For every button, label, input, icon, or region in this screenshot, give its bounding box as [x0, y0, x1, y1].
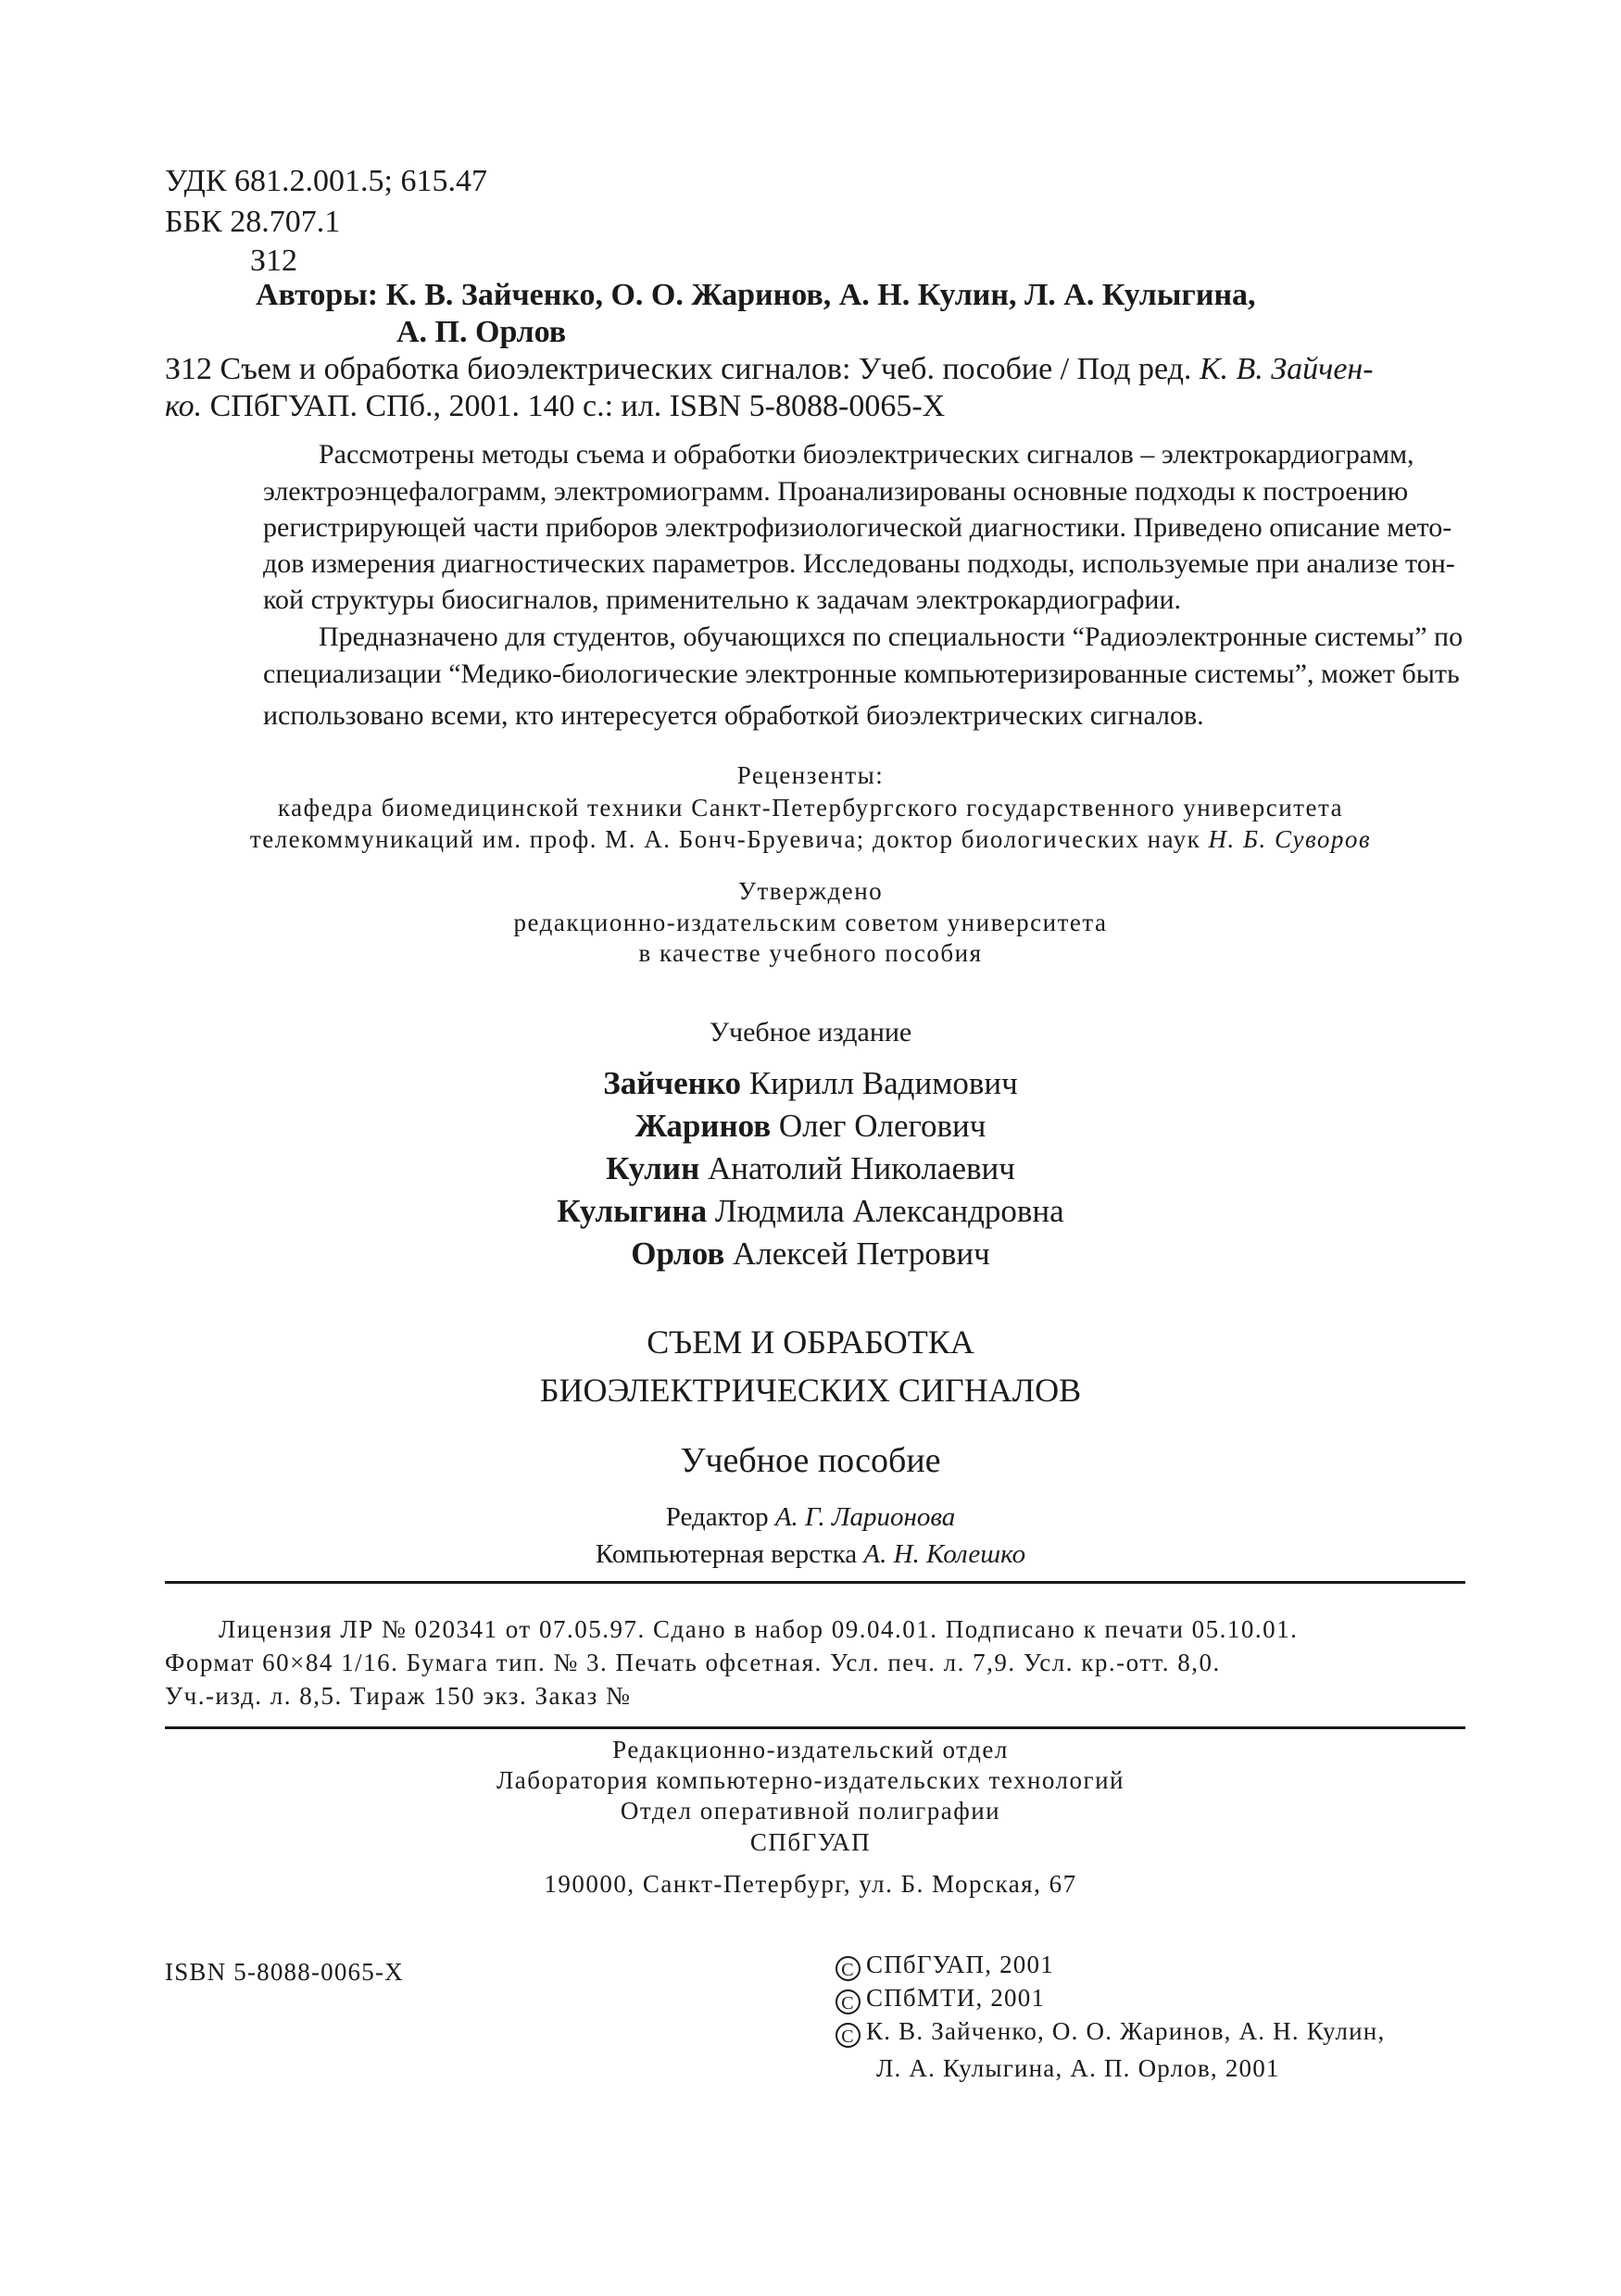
publisher-line-4: СПбГУАП: [749, 1828, 872, 1856]
layout-credit: [0, 1539, 1621, 1570]
biblio-line-2: [165, 389, 945, 424]
approved-line-2: редакционно-издательским советом университета: [513, 909, 1108, 936]
approved-line-1: Утверждено: [737, 877, 884, 905]
edition-label: Учебное издание: [709, 1017, 912, 1048]
layout-label: Компьютерная верстка: [595, 1539, 864, 1569]
author-given-names: Анатолий Николаевич: [699, 1150, 1015, 1186]
publisher-line-3: Отдел оперативной полиграфии: [620, 1797, 1001, 1825]
author-given-names: Людмила Александровна: [707, 1193, 1064, 1229]
author-surname: Жаринов: [635, 1108, 772, 1144]
editor-label: Редактор: [665, 1502, 775, 1532]
reviewer-name: Н. Б. Суворов: [1208, 825, 1372, 853]
author-mark: З12: [250, 244, 298, 278]
copyright-line: [836, 2017, 1385, 2048]
author-full-name: [0, 1236, 1621, 1273]
publisher-line-2: Лаборатория компьютерно-издательских технологий: [496, 1766, 1125, 1794]
authors-line-1: Авторы: К. В. Зайченко, О. О. Жаринов, А. Н. Кулин, Л. А. Кулыгина,: [256, 278, 1256, 312]
copyright-continuation: Л. А. Кулыгина, А. П. Орлов, 2001: [876, 2054, 1280, 2082]
reviewers-line-1: кафедра биомедицинской техники Санкт-Петербургского государственного университета: [277, 794, 1344, 822]
license-line-2: Формат 60×84 1/16. Бумага тип. № 3. Печать офсетная. Усл. печ. л. 7,9. Усл. кр.-отт. 8,0.: [165, 1649, 1221, 1676]
author-surname: Кулыгина: [557, 1193, 708, 1229]
abstract-line: специализации “Медико-биологические электронные компьютеризированные системы”, может быть: [263, 659, 1460, 689]
biblio-editor-end: ко.: [165, 389, 203, 423]
abstract-line: регистрирующей части приборов электрофизиологической диагностики. Приведено описание мето-: [263, 512, 1452, 543]
license-line-1: Лицензия ЛР № 020341 от 07.05.97. Сдано в набор 09.04.01. Подписано к печати 05.10.01.: [219, 1615, 1299, 1643]
copyright-icon: C: [836, 2023, 861, 2048]
abstract-line: кой структуры биосигналов, применительно к задачам электрокардиографии.: [263, 584, 1182, 615]
author-given-names: Кирилл Вадимович: [741, 1065, 1018, 1101]
editor-name: А. Г. Ларионова: [774, 1502, 956, 1532]
author-surname: Орлов: [631, 1236, 725, 1272]
divider-top: [165, 1581, 1465, 1584]
copyright-holder: СПбМТИ, 2001: [866, 1984, 1046, 2012]
book-title-line-2: БИОЭЛЕКТРИЧЕСКИХ СИГНАЛОВ: [539, 1372, 1082, 1409]
abstract-line: дов измерения диагностических параметров. Исследованы подходы, используемые при анализе тон-: [263, 548, 1455, 579]
author-surname: Кулин: [606, 1150, 700, 1186]
divider-bottom: [165, 1726, 1465, 1729]
publisher-line-1: Редакционно-издательский отдел: [612, 1736, 1009, 1763]
copyright-holder: К. В. Зайченко, О. О. Жаринов, А. Н. Кулин,: [866, 2017, 1386, 2045]
approved-line-3: в качестве учебного пособия: [638, 939, 983, 967]
author-full-name: [0, 1150, 1621, 1187]
author-given-names: Олег Олегович: [771, 1108, 986, 1144]
author-full-name: [0, 1065, 1621, 1102]
biblio-editor-part: К. В. Зайчен-: [1199, 352, 1374, 386]
abstract-line: Предназначено для студентов, обучающихся по специальности “Радиоэлектронные системы” по: [319, 621, 1464, 652]
reviewers-title: Рецензенты:: [736, 761, 885, 789]
book-subtitle: Учебное пособие: [680, 1441, 941, 1480]
copyright-line: [836, 1951, 1054, 1981]
abstract-line: электроэнцефалограмм, электромиограмм. Проанализированы основные подходы к построению: [263, 476, 1409, 507]
author-full-name: [0, 1108, 1621, 1145]
copyright-icon: C: [836, 1989, 861, 2014]
author-full-name: [0, 1193, 1621, 1230]
layout-name: А. Н. Колешко: [863, 1539, 1026, 1569]
abstract-line: использовано всеми, кто интересуется обработкой биоэлектрических сигналов.: [263, 700, 1204, 731]
reviewers-line-2-text: телекоммуникаций им. проф. М. А. Бонч-Бруевича; доктор биологических наук: [249, 825, 1209, 853]
biblio-line-2-text: СПбГУАП. СПб., 2001. 140 с.: ил. ISBN 5-8088-0065-X: [202, 389, 946, 423]
license-line-3: Уч.-изд. л. 8,5. Тираж 150 экз. Заказ №: [165, 1682, 632, 1710]
book-title-line-1: СЪЕМ И ОБРАБОТКА: [647, 1324, 974, 1361]
editor-credit: [0, 1502, 1621, 1533]
bbk-code: ББК 28.707.1: [165, 205, 341, 239]
copyright-icon: C: [836, 1956, 861, 1981]
udk-code: УДК 681.2.001.5; 615.47: [165, 164, 487, 198]
reviewers-line-2: [0, 825, 1621, 854]
biblio-line-1: [165, 352, 1374, 387]
author-given-names: Алексей Петрович: [724, 1236, 990, 1272]
publisher-address: 190000, Санкт-Петербург, ул. Б. Морская, 67: [544, 1870, 1077, 1898]
copyright-holder: СПбГУАП, 2001: [866, 1951, 1054, 1978]
abstract-line: Рассмотрены методы съема и обработки биоэлектрических сигналов – электрокардиограмм,: [319, 439, 1414, 470]
copyright-line: [836, 1984, 1045, 2014]
isbn: ISBN 5-8088-0065-X: [165, 1958, 404, 1986]
authors-line-2: А. П. Орлов: [396, 315, 567, 349]
biblio-line-1-text: З12 Съем и обработка биоэлектрических сигналов: Учеб. пособие / Под ред.: [165, 352, 1200, 386]
author-surname: Зайченко: [603, 1065, 742, 1101]
